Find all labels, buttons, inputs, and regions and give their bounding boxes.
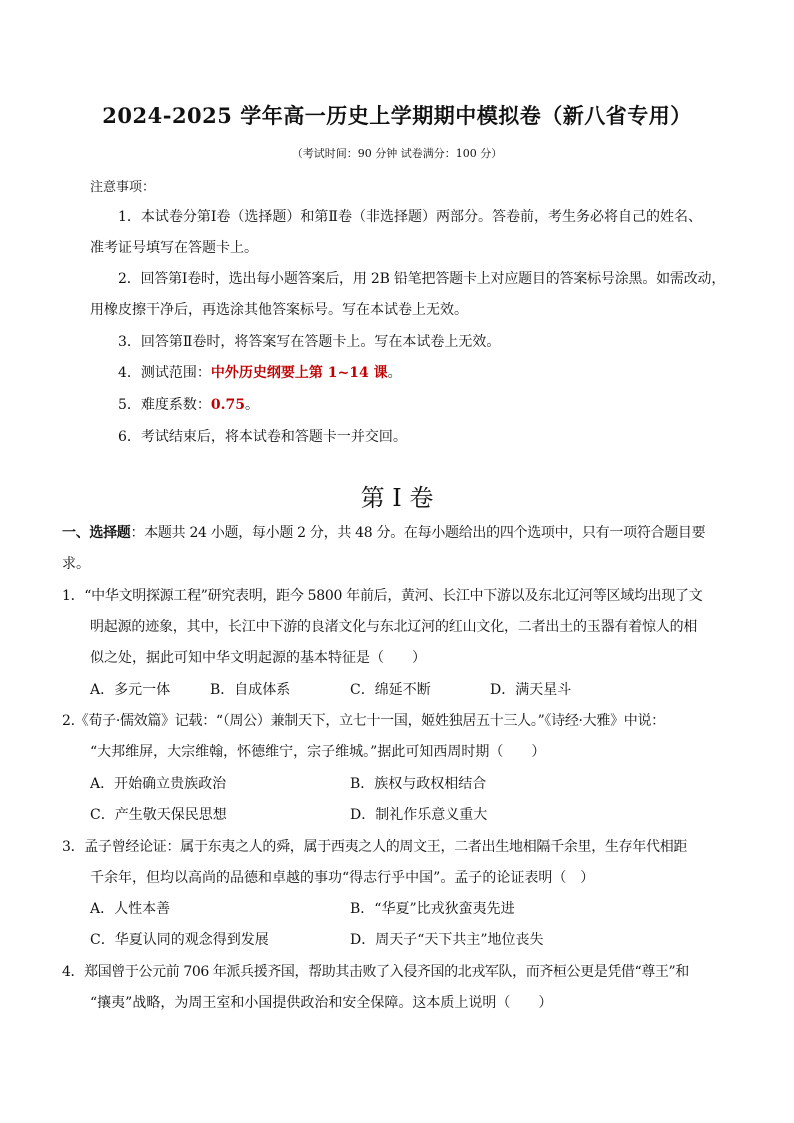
q4-stem-line-2: “攘夷”战略，为周王室和小国提供政治和安全保障。这本质上说明（ ） — [90, 995, 553, 1011]
q2-option-c[interactable]: C．产生敬天保民思想 — [90, 807, 227, 823]
note-2-line-1: 2．回答第Ⅰ卷时，选出每小题答案后，用 2B 铅笔把答题卡上对应题目的答案标号涂黑。如需改动， — [118, 271, 726, 287]
q1-stem-line-3: 似之处，据此可知中华文明起源的基本特征是（ ） — [90, 650, 426, 666]
q1-option-d[interactable]: D．满天星斗 — [490, 682, 572, 698]
note-4-suffix: 。 — [387, 365, 402, 381]
q3-option-b[interactable]: B．“华夏”比戎狄蛮夷先进 — [350, 901, 515, 917]
note-6: 6．考试结束后，将本试卷和答题卡一并交回。 — [118, 429, 407, 445]
note-2-line-2: 用橡皮擦干净后，再选涂其他答案标号。写在本试卷上无效。 — [90, 302, 468, 318]
test-scope: 中外历史纲要上第 1~14 课 — [210, 365, 388, 381]
q1-option-c[interactable]: C．绵延不断 — [350, 682, 431, 698]
note-3: 3．回答第Ⅱ卷时，将答案写在答题卡上。写在本试卷上无效。 — [118, 334, 501, 350]
q2-stem-line-2: “大邦维屏，大宗维翰，怀德维宁，宗子维城。”据此可知西周时期（ ） — [90, 744, 546, 760]
note-5 — [118, 394, 259, 414]
q2-stem-line-1: 2.《荀子·儒效篇》记载：“（周公）兼制天下，立七十一国，姬姓独居五十三人。”《诗经·大雅》中说： — [62, 713, 665, 729]
q3-stem-line-1: 3．孟子曾经论证：属于东夷之人的舜，属于西夷之人的周文王，二者出生地相隔千余里，生存年代相距 — [62, 839, 688, 855]
section-instruction-rest: ：本题共 24 小题，每小题 2 分，共 48 分。在每小题给出的四个选项中，只有一项符合题目要 — [130, 525, 706, 541]
note-5-suffix: 。 — [245, 397, 260, 413]
note-5-prefix: 5．难度系数： — [118, 397, 211, 413]
q3-option-c[interactable]: C．华夏认同的观念得到发展 — [90, 932, 269, 948]
note-1-line-2: 准考证号填写在答题卡上。 — [90, 240, 258, 256]
section-instruction-line-2: 求。 — [62, 556, 90, 572]
q1-option-b[interactable]: B．自成体系 — [210, 682, 291, 698]
note-4 — [118, 362, 402, 382]
q1-option-a[interactable]: A．多元一体 — [90, 682, 171, 698]
section-instruction-line-1 — [62, 522, 705, 542]
section-instruction-bold: 一、选择题 — [62, 525, 131, 541]
q2-option-a[interactable]: A．开始确立贵族政治 — [90, 776, 227, 792]
note-1-line-1: 1．本试卷分第Ⅰ卷（选择题）和第Ⅱ卷（非选择题）两部分。答卷前，考生务必将自己的姓名、 — [118, 209, 702, 225]
page-title: 2024-2025 学年高一历史上学期期中模拟卷（新八省专用） — [102, 103, 692, 128]
exam-info: （考试时间：90 分钟 试卷满分：100 分） — [291, 147, 503, 160]
notes-heading: 注意事项： — [90, 180, 156, 195]
section-heading: 第 I 卷 — [360, 484, 434, 512]
difficulty-value: 0.75 — [210, 397, 246, 413]
q3-stem-line-2: 千余年，但均以高尚的品德和卓越的事功“得志行乎中国”。孟子的论证表明（ ） — [90, 870, 595, 886]
q1-stem-line-2: 明起源的迹象，其中，长江中下游的良渚文化与东北辽河的红山文化，二者出土的玉器有着惊人的相 — [90, 619, 698, 635]
q1-stem-line-1: 1．“中华文明探源工程”研究表明，距今 5800 年前后，黄河、长江中下游以及东北辽河等区域均出现了文 — [62, 588, 703, 604]
note-4-prefix: 4．测试范围： — [118, 365, 211, 381]
q2-option-d[interactable]: D．制礼作乐意义重大 — [350, 807, 488, 823]
q3-option-a[interactable]: A．人性本善 — [90, 901, 171, 917]
q2-option-b[interactable]: B．族权与政权相结合 — [350, 776, 487, 792]
q4-stem-line-1: 4．郑国曾于公元前 706 年派兵援齐国，帮助其击败了入侵齐国的北戎军队，而齐桓公更是凭借“尊王”和 — [62, 964, 689, 980]
q3-option-d[interactable]: D．周天子“天下共主”地位丧失 — [350, 932, 544, 948]
